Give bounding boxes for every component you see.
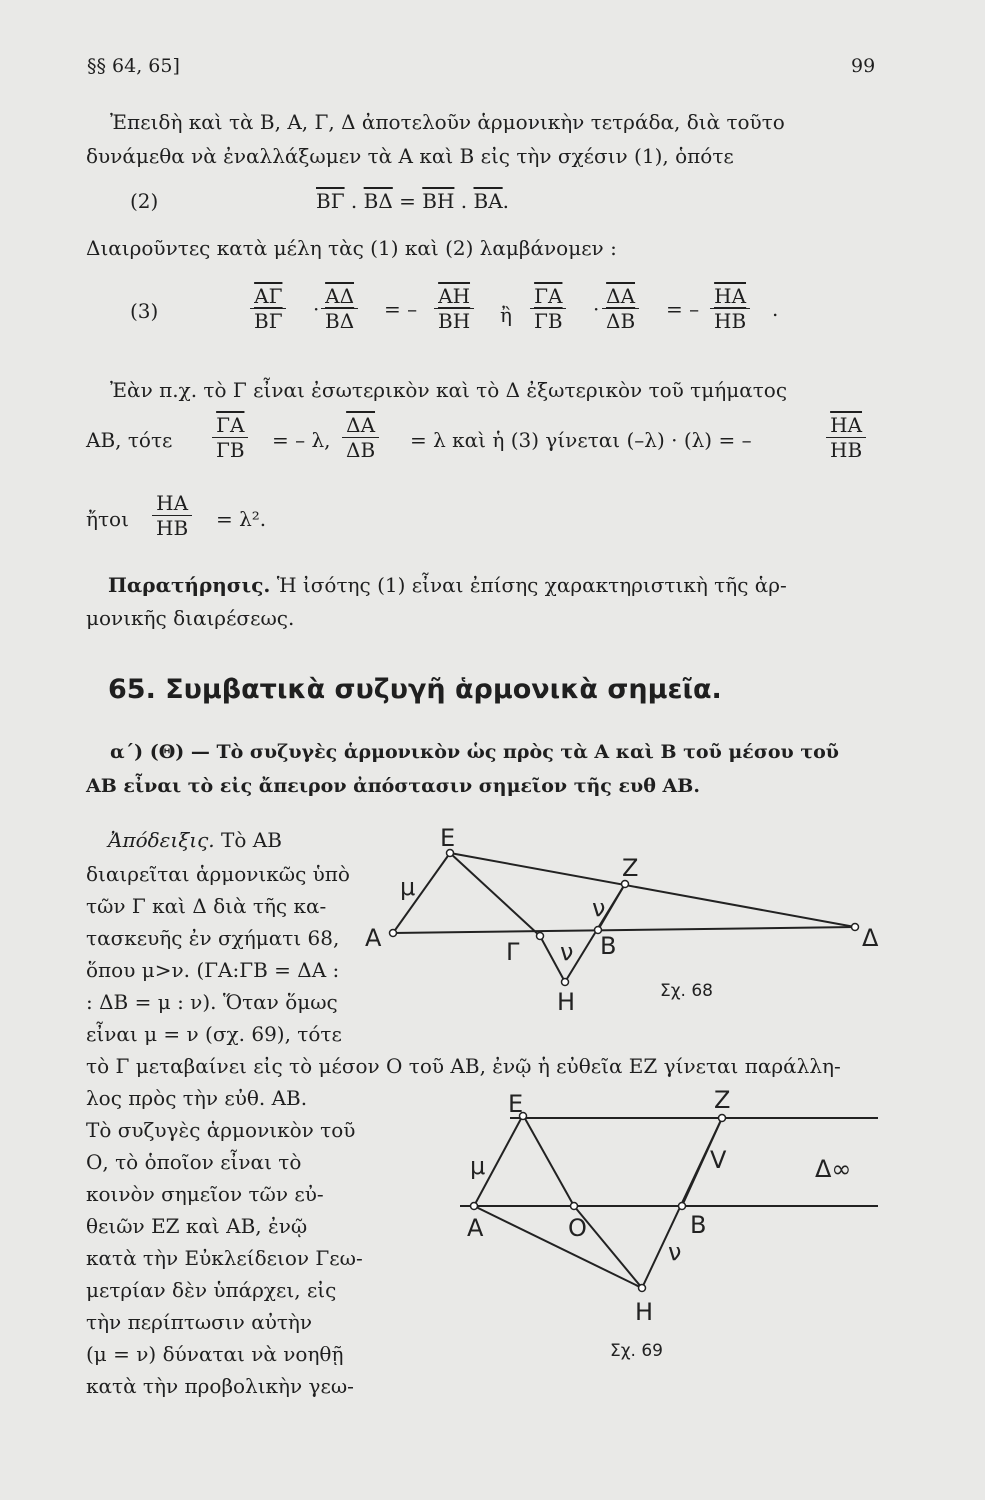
fig69-label-Z: Z	[714, 1086, 731, 1114]
fig69-label-nu-upper: V	[710, 1146, 727, 1174]
para3-eq3: = λ².	[216, 507, 267, 531]
fig69-label-O: O	[568, 1214, 587, 1242]
eq3-dot2: ·	[593, 297, 600, 321]
fig68-label-H: H	[557, 988, 576, 1016]
rest-line-5: μετρίαν δὲν ὑπάρχει, εἰς	[86, 1278, 337, 1302]
fig68-caption: Σχ. 68	[660, 981, 714, 1001]
para3-frac2: $\frac{\overline{\Delta A}}{\Delta B}$	[342, 414, 379, 461]
rest-line-7: (μ = ν) δύναται νὰ νοηθῇ	[86, 1342, 344, 1366]
figure-68	[360, 820, 880, 1020]
fig68-label-A: A	[365, 924, 382, 952]
fig69-caption: Σχ. 69	[610, 1341, 664, 1361]
eq3-end: .	[772, 297, 779, 321]
fig69-label-A: A	[467, 1214, 484, 1242]
section-heading: 65. Συμβατικὰ συζυγῆ ἁρμονικὰ σημεῖα.	[108, 674, 722, 705]
para3-frac4: $\frac{HA}{HB}$	[152, 492, 192, 539]
eq3-eq1: = –	[384, 297, 418, 321]
para3-eq1: = – λ,	[272, 428, 331, 452]
fig68-label-B: B	[600, 932, 617, 960]
eq3-frac1: $\frac{\overline{A\Gamma}}{B\Gamma}$	[250, 285, 287, 332]
rest-line-3: θειῶν ΕΖ καὶ ΑΒ, ἐνῷ	[86, 1214, 308, 1238]
fig68-line-EG	[450, 853, 540, 936]
proof-line-0: Ἀπόδειξις. Τὸ ΑΒ	[108, 828, 282, 852]
para3-ab: ΑΒ, τότε	[86, 428, 173, 452]
para1-line1: Ἐπειδὴ καὶ τὰ Β, Α, Γ, Δ ἀποτελοῦν ἁρμονικὴν τετράδα, διὰ τοῦτο	[110, 110, 785, 134]
eq3-frac6: $\frac{\overline{HA}}{HB}$	[710, 285, 750, 332]
fig68-label-mu: μ	[400, 873, 416, 901]
rest-line-2: κοινὸν σημεῖον τῶν εὐ-	[86, 1182, 324, 1206]
fig69-line-EO	[523, 1115, 574, 1206]
fig69-label-nu-lower: ν	[668, 1238, 682, 1266]
para3-eq2: = λ καὶ ἡ (3) γίνεται (–λ) · (λ) = –	[410, 428, 752, 452]
fig68-point-H	[562, 979, 569, 986]
section-ref: §§ 64, 65]	[87, 55, 180, 77]
theorem-line2: ΑΒ εἶναι τὸ εἰς ἄπειρον ἀπόστασιν σημεῖον τῆς ευθ ΑΒ.	[86, 775, 700, 797]
eq3-frac2: $\frac{\overline{A\Delta}}{B\Delta}$	[321, 285, 358, 332]
proof-line-5: : ΔΒ = μ : ν). Ὅταν ὅμως	[86, 990, 338, 1014]
fig68-point-G	[537, 933, 544, 940]
fig68-label-E: E	[440, 824, 456, 852]
fig69-point-H	[639, 1285, 646, 1292]
fig69-label-D: Δ∞	[815, 1155, 852, 1183]
para3-line1: Ἐὰν π.χ. τὸ Γ εἶναι ἐσωτερικὸν καὶ τὸ Δ ἐξωτερικὸν τοῦ τμήματος	[110, 378, 788, 402]
rest-line-8: κατὰ τὴν προβολικὴν γεω-	[86, 1374, 354, 1398]
rest-line-6: τὴν περίπτωσιν αὐτὴν	[86, 1310, 313, 1334]
fig68-label-G: Γ	[506, 938, 520, 966]
theorem-line1: α΄) (Θ) — Τὸ συζυγὲς ἁρμονικὸν ὡς πρὸς τὰ Α καὶ Β τοῦ μέσου τοῦ	[110, 741, 839, 763]
fig69-point-O	[571, 1203, 578, 1210]
page-number: 99	[851, 55, 876, 77]
rest-line-4: κατὰ τὴν Εὐκλείδειον Γεω-	[86, 1246, 363, 1270]
eq2-label: (2)	[130, 189, 159, 213]
para1-line2: δυνάμεθα νὰ ἐναλλάξωμεν τὰ Α καὶ Β εἰς τὴν σχέσιν (1), ὁπότε	[86, 144, 734, 168]
fig68-label-D: Δ	[862, 924, 879, 952]
proof-line-3: τασκευῆς ἐν σχήματι 68,	[86, 926, 340, 950]
figure-69	[360, 1080, 880, 1370]
eq3-dot1: ·	[313, 297, 320, 321]
fig68-label-nu-lower: ν	[560, 938, 574, 966]
fig69-line-AH	[474, 1206, 642, 1288]
eq2-body: $\overline{B\Gamma}$ . $\overline{B\Delta} = \overline{BH}$ . $\overline{BA}$.	[316, 189, 509, 213]
proof-line-6: εἶναι μ = ν (σχ. 69), τότε	[86, 1022, 342, 1046]
para2: Διαιροῦντες κατὰ μέλη τὰς (1) καὶ (2) λαμβάνομεν :	[86, 236, 617, 260]
rest-line-1: Ο, τὸ ὁποῖον εἶναι τὸ	[86, 1150, 302, 1174]
observation-line1: Παρατήρησις. Ἡ ἰσότης (1) εἶναι ἐπίσης χαρακτηριστικὴ τῆς ἁρ-	[108, 573, 787, 597]
observation-line2: μονικῆς διαιρέσεως.	[86, 606, 295, 630]
proof-line-2: τῶν Γ καὶ Δ διὰ τῆς κα-	[86, 894, 327, 918]
fig68-label-nu-upper: ν	[592, 894, 606, 922]
fig69-label-mu: μ	[470, 1152, 486, 1180]
eq3-frac3: $\frac{\overline{AH}}{BH}$	[434, 285, 474, 332]
fig68-point-D	[852, 924, 859, 931]
wide-line-1: τὸ Γ μεταβαίνει εἰς τὸ μέσον Ο τοῦ ΑΒ, ἐνῷ ἡ εὐθεῖα ΕΖ γίνεται παράλλη-	[86, 1054, 841, 1078]
fig68-line-AD	[393, 927, 855, 933]
eq3-or: ἢ	[500, 303, 512, 327]
fig69-point-Z	[719, 1115, 726, 1122]
fig69-point-A	[471, 1203, 478, 1210]
proof-line-4: ὅπου μ>ν. (ΓΑ:ΓΒ = ΔΑ :	[86, 958, 340, 982]
fig69-label-H: H	[635, 1298, 654, 1326]
eq3-frac5: $\frac{\overline{\Delta A}}{\Delta B}$	[602, 285, 639, 332]
fig69-label-E: E	[508, 1090, 524, 1118]
rest-line-0: Τὸ συζυγὲς ἁρμονικὸν τοῦ	[86, 1118, 356, 1142]
fig68-label-Z: Z	[622, 854, 639, 882]
eq3-frac4: $\frac{\overline{\Gamma A}}{\Gamma B}$	[530, 285, 567, 332]
proof-line-1: διαιρεῖται ἁρμονικῶς ὑπὸ	[86, 862, 350, 886]
para3-frac1: $\frac{\overline{\Gamma A}}{\Gamma B}$	[212, 414, 249, 461]
fig68-line-ED	[450, 853, 855, 927]
eq3-eq2: = –	[666, 297, 700, 321]
eq3-label: (3)	[130, 299, 159, 323]
fig69-point-B	[679, 1203, 686, 1210]
wide-line-2: λος πρὸς τὴν εὐθ. ΑΒ.	[86, 1086, 308, 1110]
fig68-point-A	[390, 930, 397, 937]
para3-frac3: $\frac{\overline{HA}}{HB}$	[826, 414, 866, 461]
para3-itoi: ἤτοι	[86, 507, 129, 531]
fig69-label-B: B	[690, 1211, 707, 1239]
